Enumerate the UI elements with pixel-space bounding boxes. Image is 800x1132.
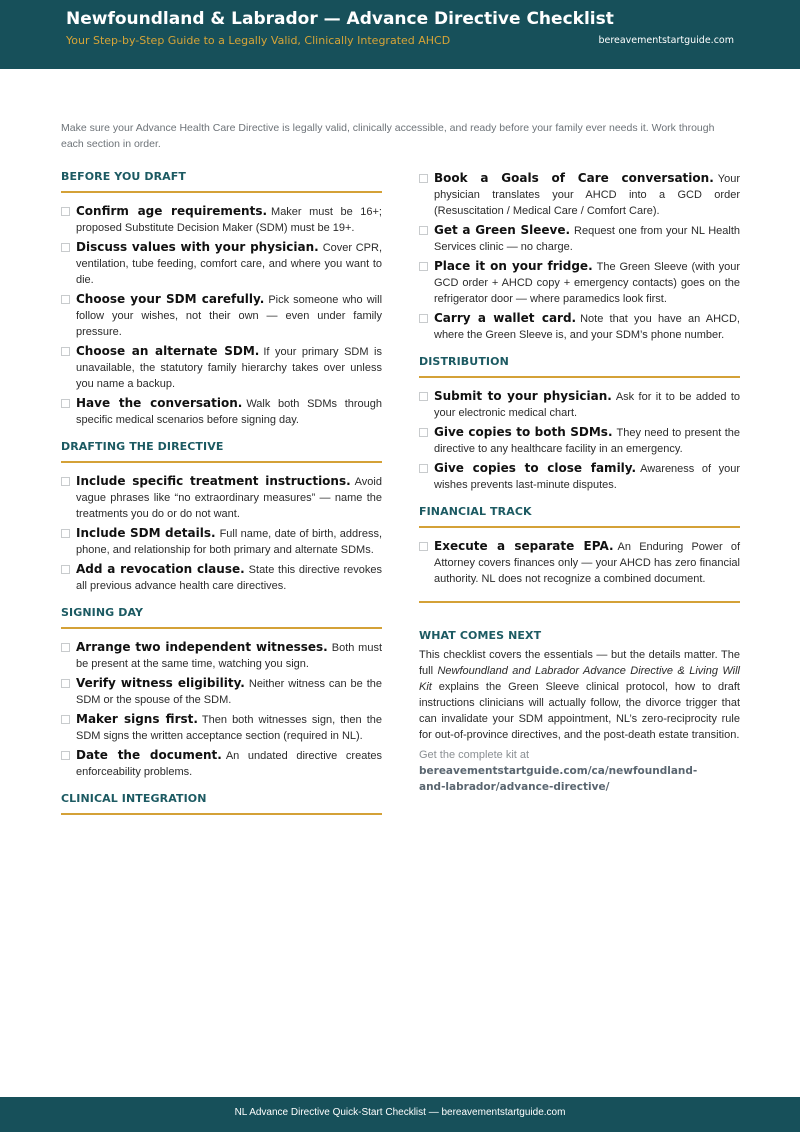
checkbox[interactable]: [61, 243, 70, 252]
checklist-item: [419, 310, 740, 343]
item-title: Book a Goals of Care conversation.: [434, 171, 714, 185]
checkbox[interactable]: [61, 295, 70, 304]
item-text: An Enduring Power of Attorney covers finances only — your AHCD has zero financial authority. NL does not recognize a combined document.: [434, 541, 741, 585]
checkbox[interactable]: [419, 262, 428, 271]
kit-title: Newfoundland and Labrador Advance Directive & Living Will Kit: [419, 665, 740, 693]
section-heading-whats-next: WHAT COMES NEXT: [419, 629, 542, 642]
checklist-clinical: [419, 170, 740, 343]
section-divider: [61, 627, 382, 629]
item-title: Execute a separate EPA.: [434, 539, 614, 553]
page-subtitle: Your Step-by-Step Guide to a Legally Valid, Clinically Integrated AHCD: [66, 34, 451, 47]
item-text: They need to present the directive to any healthcare facility in an emergency.: [434, 427, 740, 455]
checklist-item: [419, 222, 740, 255]
checklist-financial: [419, 538, 740, 587]
checklist-before: [61, 203, 382, 428]
section-heading-clinical: CLINICAL INTEGRATION: [61, 792, 207, 805]
checkbox[interactable]: [419, 428, 428, 437]
checkbox[interactable]: [61, 529, 70, 538]
section-heading-signing: SIGNING DAY: [61, 606, 144, 619]
checkbox[interactable]: [61, 715, 70, 724]
intro-paragraph: Make sure your Advance Health Care Directive is legally valid, clinically accessible, and ready before your family ever needs it. Work through each section in order.: [61, 122, 715, 150]
page-header: [0, 0, 800, 69]
checklist-item: [61, 639, 382, 672]
item-title: Discuss values with your physician.: [76, 240, 319, 254]
checklist-item: [419, 424, 740, 457]
item-text: The Green Sleeve (with your GCD order + AHCD copy + emergency contacts) goes on the refrigerator door — where paramedics look first.: [434, 261, 740, 305]
header-site-link[interactable]: bereavementstartguide.com: [598, 35, 734, 46]
checkbox[interactable]: [61, 347, 70, 356]
item-text: Awareness of your wishes prevents last-minute disputes.: [434, 463, 740, 491]
page-title: Newfoundland & Labrador — Advance Directive Checklist: [66, 9, 614, 29]
section-heading-before: BEFORE YOU DRAFT: [61, 170, 186, 183]
checklist-item: [61, 291, 382, 340]
section-divider: [419, 601, 740, 603]
checklist-item: [419, 258, 740, 307]
item-text: Both must be present at the same time, watching you sign.: [76, 642, 382, 670]
left-column: [61, 170, 382, 825]
checklist-item: [61, 203, 382, 236]
section-divider: [61, 461, 382, 463]
checklist-item: [61, 711, 382, 744]
checklist-item: [61, 239, 382, 288]
checklist-item: [61, 747, 382, 780]
checklist-item: [61, 395, 382, 428]
item-title: Confirm age requirements.: [76, 204, 268, 218]
item-text: Walk both SDMs through specific medical scenarios before signing day.: [76, 398, 382, 426]
item-text: Cover CPR, ventilation, tube feeding, comfort care, and where you want to die.: [76, 242, 383, 286]
item-text: Full name, date of birth, address, phone, and relationship for both primary and alternate SDMs.: [76, 528, 382, 556]
checklist-item: [61, 525, 382, 558]
item-text: Maker must be 16+; proposed Substitute Decision Maker (SDM) must be 19+.: [76, 206, 382, 234]
item-title: Carry a wallet card.: [434, 311, 577, 325]
item-text: Pick someone who will follow your wishes, not their own — even under family pressure.: [76, 294, 383, 338]
checklist-item: [419, 388, 740, 421]
section-divider: [61, 813, 382, 815]
kit-link[interactable]: bereavementstartguide.com/ca/newfoundland-and-labrador/advance-directive/: [419, 765, 698, 793]
item-title: Include specific treatment instructions.: [76, 474, 351, 488]
section-heading-drafting: DRAFTING THE DIRECTIVE: [61, 440, 224, 453]
checklist-item: [61, 343, 382, 392]
section-divider: [61, 191, 382, 193]
item-text: Your physician translates your AHCD into a GCD order (Resuscitation / Medical Care / Comfort Care).: [434, 173, 740, 217]
checklist-item: [419, 170, 740, 219]
checklist-distribution: [419, 388, 740, 493]
page-footer: [0, 1097, 800, 1132]
section-divider: [419, 376, 740, 378]
whats-next-text: explains the Green Sleeve clinical protocol, how to draft instructions clinicians will actually follow, the divorce trigger that can invalidate your SDM appointment, NL’s zero-reciprocity rule for out-of-province directives, and the post-death estate transition.: [419, 681, 740, 741]
item-title: Date the document.: [76, 748, 222, 762]
checklist-item: [61, 561, 382, 594]
whats-next-text: This checklist covers the essentials — but the details matter. The full: [419, 649, 740, 677]
kit-label: Get the complete kit at: [419, 749, 530, 761]
item-title: Maker signs first.: [76, 712, 198, 726]
item-title: Submit to your physician.: [434, 389, 612, 403]
checkbox[interactable]: [419, 464, 428, 473]
checkbox[interactable]: [61, 643, 70, 652]
checklist-item: [61, 473, 382, 522]
checkbox[interactable]: [419, 542, 428, 551]
section-heading-financial: FINANCIAL TRACK: [419, 505, 532, 518]
checkbox[interactable]: [61, 207, 70, 216]
item-title: Get a Green Sleeve.: [434, 223, 571, 237]
item-text: Request one from your NL Health Services clinic — no charge.: [434, 225, 740, 253]
checkbox[interactable]: [419, 392, 428, 401]
section-divider: [419, 526, 740, 528]
item-title: Arrange two independent witnesses.: [76, 640, 328, 654]
item-title: Choose your SDM carefully.: [76, 292, 265, 306]
item-title: Add a revocation clause.: [76, 562, 245, 576]
checkbox[interactable]: [419, 314, 428, 323]
checkbox[interactable]: [419, 174, 428, 183]
checklist-item: [61, 675, 382, 708]
checklist-item: [419, 538, 740, 587]
checklist-item: [419, 460, 740, 493]
item-title: Place it on your fridge.: [434, 259, 593, 273]
checkbox[interactable]: [61, 751, 70, 760]
checkbox[interactable]: [61, 679, 70, 688]
section-heading-distribution: DISTRIBUTION: [419, 355, 509, 368]
item-title: Verify witness eligibility.: [76, 676, 245, 690]
item-title: Give copies to both SDMs.: [434, 425, 613, 439]
item-text: Ask for it to be added to your electronic medical chart.: [434, 391, 740, 419]
checkbox[interactable]: [61, 565, 70, 574]
checkbox[interactable]: [61, 399, 70, 408]
item-text: Neither witness can be the SDM or the spouse of the SDM.: [76, 678, 382, 706]
item-title: Give copies to close family.: [434, 461, 637, 475]
checklist-signing: [61, 639, 382, 780]
item-text: Note that you have an AHCD, where the Green Sleeve is, and your SDM’s phone number.: [434, 313, 740, 341]
item-text: An undated directive creates enforceability problems.: [76, 750, 382, 778]
item-title: Have the conversation.: [76, 396, 243, 410]
item-text: Avoid vague phrases like “no extraordinary measures” — name the treatments you do or do not want.: [76, 476, 382, 520]
item-text: If your primary SDM is unavailable, the statutory family hierarchy takes over unless you name a backup.: [76, 346, 382, 390]
item-title: Choose an alternate SDM.: [76, 344, 260, 358]
item-title: Include SDM details.: [76, 526, 216, 540]
footer-text: NL Advance Directive Quick-Start Checklist — bereavementstartguide.com: [234, 1107, 566, 1118]
checkbox[interactable]: [61, 477, 70, 486]
checkbox[interactable]: [419, 226, 428, 235]
item-text: State this directive revokes all previous advance health care directives.: [76, 564, 383, 592]
right-column: [419, 170, 740, 795]
item-text: Then both witnesses sign, then the SDM signs the written acceptance section (required in NL).: [76, 714, 382, 742]
whats-next-body: [419, 647, 740, 743]
checklist-drafting: [61, 473, 382, 594]
